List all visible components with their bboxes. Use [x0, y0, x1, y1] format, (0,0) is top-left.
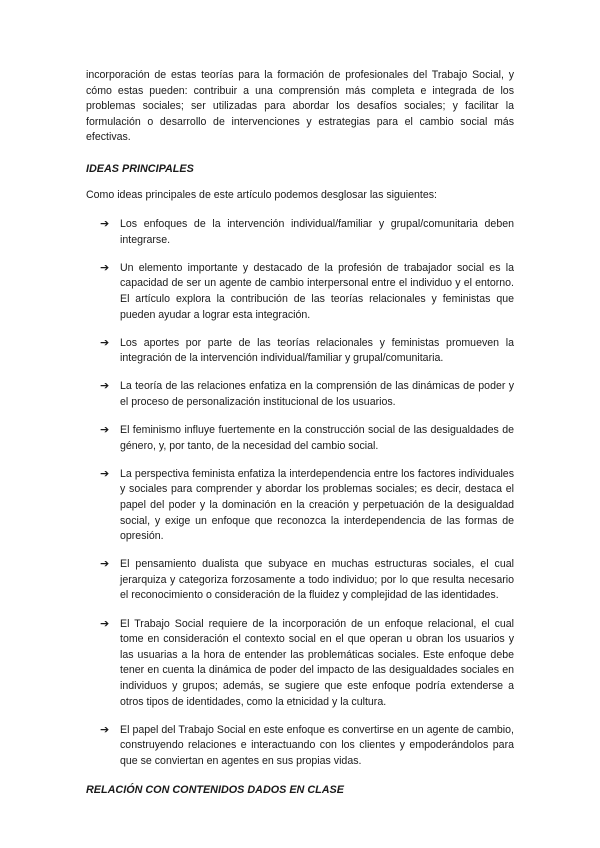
list-item-text: El Trabajo Social requiere de la incorporación de un enfoque relacional, el cual tome en consideración el contexto social en el que operan u obran los usuarios y las usuarias a la hora de entender las problemáticas sociales. Este enfoque debe tener en cuenta la dinámica de poder del impacto de las desigualdades sociales en individuos y grupos; además, se sugiere que este enfoque podría extenderse a otros tipos de identidades, como la etnicidad y la cultura. [120, 617, 514, 708]
arrow-right-icon: ➔ [100, 723, 110, 736]
section-heading-relacion-contenidos: RELACIÓN CON CONTENIDOS DADOS EN CLASE [86, 784, 344, 797]
list-item-text: La teoría de las relaciones enfatiza en la comprensión de las dinámicas de poder y el proceso de personalización institucional de los usuarios. [120, 380, 514, 408]
list-item-text: La perspectiva feminista enfatiza la interdependencia entre los factores individuales y sociales para comprender y abordar los problemas sociales; es decir, destaca el papel del poder y la dominación en la creación y perpetuación de la desigualdad social, y exige un enfoque que reconozca la interdependencia de las formas de opresión. [120, 467, 514, 543]
list-item [86, 336, 514, 367]
list-item [86, 217, 514, 248]
arrow-right-icon: ➔ [100, 617, 110, 630]
list-item-text: El papel del Trabajo Social en este enfoque es convertirse en un agente de cambio, construyendo relaciones e interactuando con los clientes y empoderándolos para que se conviertan en agentes en sus propias vidas. [120, 723, 514, 767]
arrow-right-icon: ➔ [100, 467, 110, 480]
arrow-right-icon: ➔ [100, 336, 110, 349]
list-item [86, 723, 514, 770]
list-item [86, 617, 514, 711]
arrow-right-icon: ➔ [100, 261, 110, 274]
list-item [86, 261, 514, 323]
ideas-list [86, 217, 514, 769]
list-item [86, 467, 514, 545]
intro-paragraph: incorporación de estas teorías para la formación de profesionales del Trabajo Social, y cómo estas pueden: contribuir a una comprensión más completa e integrada de los problemas sociales; ser utilizadas para abordar los desafíos sociales; y facilitar la formulación o desarrollo de intervenciones y estrategias para el cambio social más efectivas. [86, 69, 514, 144]
list-item-text: Un elemento importante y destacado de la profesión de trabajador social es la capacidad de ser un agente de cambio interpersonal entre el individuo y el entorno. El artículo explora la contribución de las teorías relacionales y feministas que pueden ayudar a lograr esta integración. [120, 261, 514, 321]
list-item [86, 557, 514, 604]
list-item-text: El pensamiento dualista que subyace en muchas estructuras sociales, el cual jerarquiza y categoriza forzosamente a todo individuo; por lo que resulta necesario el reconocimiento o consideración de la fluidez y complejidad de las identidades. [120, 558, 514, 602]
section-lead: Como ideas principales de este artículo podemos desglosar las siguientes: [86, 188, 437, 201]
list-item-text: Los enfoques de la intervención individual/familiar y grupal/comunitaria deben integrarse. [120, 218, 514, 246]
arrow-right-icon: ➔ [100, 380, 110, 393]
list-item-text: El feminismo influye fuertemente en la construcción social de las desigualdades de género, y, por tanto, de la necesidad del cambio social. [120, 424, 514, 452]
arrow-right-icon: ➔ [100, 558, 110, 571]
list-item [86, 379, 514, 410]
section-heading-ideas-principales: IDEAS PRINCIPALES [86, 162, 194, 175]
list-item-text: Los aportes por parte de las teorías relacionales y feministas promueven la integración de la intervención individual/familiar y grupal/comunitaria. [120, 336, 514, 365]
arrow-right-icon: ➔ [100, 424, 110, 437]
arrow-right-icon: ➔ [100, 218, 110, 231]
list-item [86, 423, 514, 454]
